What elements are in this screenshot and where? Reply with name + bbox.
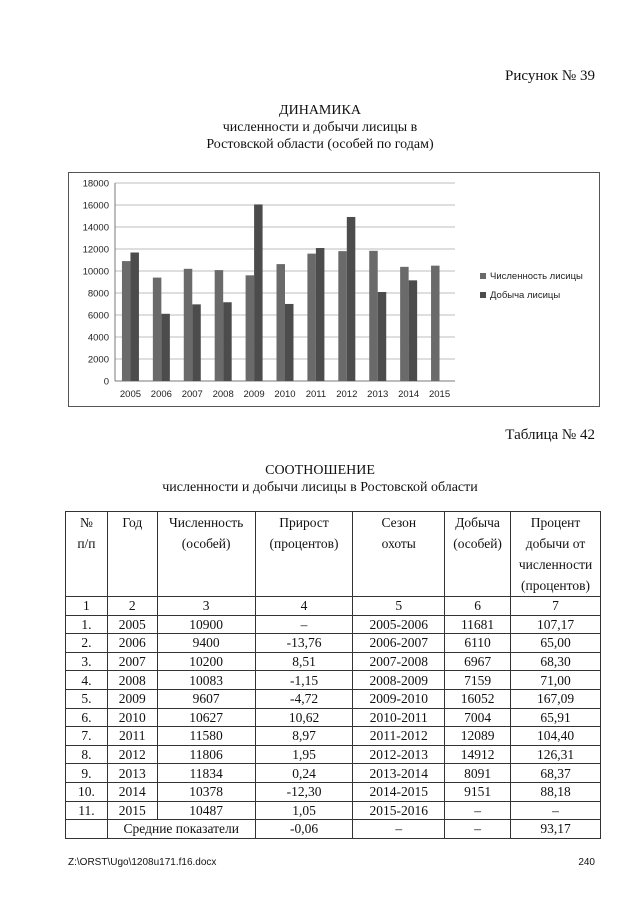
table-cell: 12089 [445,727,511,746]
column-header-line: (особей) [181,536,231,551]
table-cell: 11681 [445,615,511,634]
x-tick-label: 2009 [243,389,265,400]
table-row [66,652,601,671]
table-cell: 2012-2013 [353,745,445,764]
figure-label: Рисунок № 39 [505,68,595,84]
bar-population [277,264,286,381]
table-cell: 7004 [445,708,511,727]
column-header [66,512,108,597]
table-cell: 11580 [157,727,255,746]
bar-harvest [409,280,418,381]
table-cell: 5. [66,689,108,708]
chart-title-line1: ДИНАМИКА [279,103,361,118]
table-cell: 10083 [157,671,255,690]
column-header-line: Численность [169,515,244,530]
column-header-line: п/п [77,536,96,551]
table-cell: 2013-2014 [353,764,445,783]
column-header [157,512,255,597]
chart-title-line2: численности и добычи лисицы в [222,120,418,135]
table-row [66,764,601,783]
table-row [66,689,601,708]
table-row [66,615,601,634]
y-tick-label: 18000 [82,178,109,190]
table-cell: 2015-2016 [353,801,445,820]
table-cell: 2007-2008 [353,652,445,671]
bar-chart [69,173,599,406]
table-cell: 1,95 [255,745,353,764]
table-cell: 9151 [445,782,511,801]
x-tick-label: 2010 [274,389,296,400]
table-cell: 2008 [107,671,157,690]
column-number-row [66,597,601,616]
column-header-line: добычи от [525,536,586,551]
summary-growth: -0,06 [255,820,353,839]
column-number: 5 [353,597,445,616]
x-tick-label: 2014 [398,389,420,400]
table-cell: 2009-2010 [353,689,445,708]
summary-harvest: – [445,820,511,839]
chart-title-line3: Ростовской области (особей по годам) [206,137,434,152]
bar-harvest [161,314,170,381]
table-cell: 3. [66,652,108,671]
column-header-line: Сезон [381,515,417,530]
bar-harvest [192,304,201,381]
column-header [107,512,157,597]
table-cell: 8091 [445,764,511,783]
table-cell: 2008-2009 [353,671,445,690]
table-cell: 126,31 [511,745,601,764]
table-cell: 2. [66,634,108,653]
summary-season: – [353,820,445,839]
bar-population [369,251,378,381]
bar-population [153,278,162,381]
table-label: Таблица № 42 [505,427,595,443]
table-cell: 2009 [107,689,157,708]
bar-population [338,251,347,381]
column-number: 4 [255,597,353,616]
table-header [66,512,601,597]
table-cell: 2010 [107,708,157,727]
table-row [66,634,601,653]
bar-population [215,270,224,381]
table-cell: 167,09 [511,689,601,708]
table-cell: 65,00 [511,634,601,653]
table-cell: 10487 [157,801,255,820]
y-tick-label: 8000 [87,288,109,300]
y-tick-label: 4000 [87,332,109,344]
legend-swatch [480,292,486,298]
table-cell: – [445,801,511,820]
table-cell: 1,05 [255,801,353,820]
table-cell: 2013 [107,764,157,783]
y-tick-label: 10000 [82,266,109,278]
table-cell: 4. [66,671,108,690]
x-tick-label: 2008 [212,389,234,400]
bar-harvest [347,217,356,381]
table-cell: 14912 [445,745,511,764]
y-tick-label: 14000 [82,222,109,234]
table-cell: -13,76 [255,634,353,653]
x-tick-label: 2007 [181,389,203,400]
table-cell: 10378 [157,782,255,801]
table-cell: 71,00 [511,671,601,690]
chart-frame [68,172,600,407]
x-tick-label: 2011 [305,389,327,400]
bar-population [246,275,255,381]
table-cell: – [255,615,353,634]
column-number: 3 [157,597,255,616]
summary-row [66,820,601,839]
column-number: 1 [66,597,108,616]
x-tick-label: 2013 [367,389,389,400]
table-cell: 2007 [107,652,157,671]
table-cell: 2014 [107,782,157,801]
legend-label: Добыча лисицы [490,290,561,301]
column-header-line: Прирост [279,515,329,530]
summary-label: Средние показатели [107,820,255,839]
x-tick-label: 2006 [150,389,172,400]
table-cell: 6967 [445,652,511,671]
table-cell: -1,15 [255,671,353,690]
column-number: 6 [445,597,511,616]
legend-label: Численность лисицы [490,271,583,282]
table-cell: 2010-2011 [353,708,445,727]
table-row [66,801,601,820]
bar-harvest [316,248,325,381]
table-cell: 2006-2007 [353,634,445,653]
y-tick-label: 16000 [82,200,109,212]
table-cell: 65,91 [511,708,601,727]
table-cell: 0,24 [255,764,353,783]
table-cell: 16052 [445,689,511,708]
table-cell: 1. [66,615,108,634]
table-cell: 8,51 [255,652,353,671]
column-header-line: численности [518,557,593,572]
table-cell: 11834 [157,764,255,783]
table-cell: 2015 [107,801,157,820]
column-header-line: (процентов) [269,536,339,551]
data-table [65,511,601,839]
bar-harvest [254,204,263,381]
column-header-line: (особей) [453,536,502,551]
x-tick-label: 2012 [336,389,358,400]
x-tick-label: 2005 [119,389,142,400]
table-row [66,671,601,690]
table-cell: 68,37 [511,764,601,783]
table-cell: 10,62 [255,708,353,727]
bar-harvest [223,302,232,381]
legend-swatch [480,273,486,279]
y-tick-label: 12000 [82,244,109,256]
table-title-line2: численности и добычи лисицы в Ростовской области [162,480,478,495]
column-header [255,512,353,597]
table-cell: – [511,801,601,820]
table-cell: 11806 [157,745,255,764]
table-cell: 2005-2006 [353,615,445,634]
table-cell: 10627 [157,708,255,727]
table-cell: -4,72 [255,689,353,708]
bar-harvest [378,292,387,381]
table-cell: -12,30 [255,782,353,801]
footer-file-path: Z:\ORST\Ugo\1208u171.f16.docx [68,857,217,868]
column-number: 2 [107,597,157,616]
column-number: 7 [511,597,601,616]
table-cell: 8. [66,745,108,764]
table-cell: 10200 [157,652,255,671]
column-header-line: Процент [530,515,581,530]
table-cell: 88,18 [511,782,601,801]
table-cell: 9607 [157,689,255,708]
table-cell: 68,30 [511,652,601,671]
column-header-line: Добыча [455,515,500,530]
bar-harvest [130,253,139,381]
table-cell: 6110 [445,634,511,653]
table-title-line1: СООТНОШЕНИЕ [265,463,375,478]
header-row [66,512,601,597]
bar-harvest [285,304,294,381]
table-row [66,727,601,746]
column-header [511,512,601,597]
table-cell: 2014-2015 [353,782,445,801]
table-body [66,597,601,839]
summary-empty-cell [66,820,108,839]
table-title [0,462,640,496]
table-cell: 2005 [107,615,157,634]
bar-population [122,261,131,381]
table-row [66,745,601,764]
table-cell: 2012 [107,745,157,764]
table-cell: 6. [66,708,108,727]
table-cell: 104,40 [511,727,601,746]
table-cell: 9. [66,764,108,783]
table-cell: 2011 [107,727,157,746]
column-header-line: (процентов) [521,578,591,593]
bar-population [431,266,440,381]
table-cell: 2011-2012 [353,727,445,746]
table-cell: 10. [66,782,108,801]
footer-page-number: 240 [578,857,595,868]
column-header-line: № [79,515,93,530]
table-cell: 11. [66,801,108,820]
table-row [66,708,601,727]
summary-percent: 93,17 [511,820,601,839]
column-header [445,512,511,597]
table-cell: 10900 [157,615,255,634]
x-tick-label: 2015 [428,389,451,400]
y-tick-label: 2000 [87,354,109,366]
column-header [353,512,445,597]
bar-population [307,254,316,381]
table-cell: 2006 [107,634,157,653]
table-cell: 7. [66,727,108,746]
bar-population [184,269,193,381]
table-cell: 7159 [445,671,511,690]
y-tick-label: 6000 [87,310,109,322]
column-header-line: Год [122,515,143,530]
chart-title [0,102,640,153]
table-cell: 107,17 [511,615,601,634]
y-tick-label: 0 [103,376,109,388]
bar-population [400,267,409,381]
column-header-line: охоты [381,536,416,551]
table-cell: 9400 [157,634,255,653]
table-row [66,782,601,801]
table-cell: 8,97 [255,727,353,746]
